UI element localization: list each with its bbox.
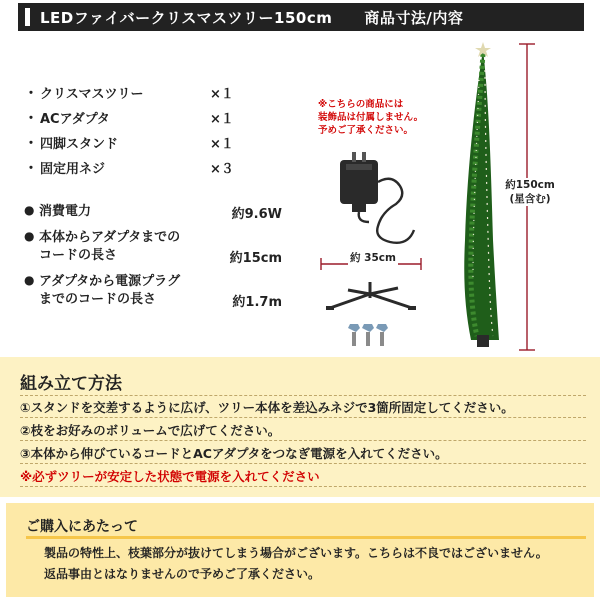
purchase-title: ご購入にあたって xyxy=(26,519,138,535)
assembly-step: ②枝をお好みのボリュームで広げてください。 xyxy=(20,423,281,438)
spec-value: 約9.6W xyxy=(231,207,282,222)
spec-cord-plug xyxy=(24,273,304,309)
item-name: 四脚スタンド xyxy=(40,137,119,152)
spec-label-line2: コードの長さ xyxy=(39,248,118,263)
spec-cord-adapter xyxy=(24,229,304,265)
list-item xyxy=(24,155,254,180)
item-quantity: ×１ xyxy=(210,87,234,102)
list-item xyxy=(24,80,254,105)
divider xyxy=(20,440,586,441)
list-item xyxy=(24,105,254,130)
divider xyxy=(20,463,586,464)
header-marker xyxy=(25,8,30,26)
notice-line: 予めご了承ください。 xyxy=(318,125,414,136)
no-ornaments-notice xyxy=(318,98,423,137)
spec-label: 消費電力 xyxy=(39,204,92,219)
product-title: LEDファイバークリスマスツリー150cm xyxy=(40,8,333,27)
purchase-note-line: 返品事由とはなりませんので予めご了承ください。 xyxy=(44,567,321,581)
bullet-dot: ● xyxy=(24,273,35,287)
spec-value: 約1.7m xyxy=(232,295,282,310)
item-name: 固定用ネジ xyxy=(40,162,106,177)
item-name: クリスマスツリー xyxy=(40,87,144,102)
spec-label-line1: 本体からアダプタまでの xyxy=(39,230,181,245)
spec-label-line1: アダプタから電源プラグ xyxy=(39,274,181,289)
assembly-step: ③本体から伸びているコードとACアダプタをつなぎ電源を入れてください。 xyxy=(20,446,448,461)
tree-height-label xyxy=(500,178,560,206)
item-name: ACアダプタ xyxy=(40,112,110,127)
spec-power xyxy=(24,203,304,221)
assembly-section xyxy=(0,357,600,497)
list-item xyxy=(24,130,254,155)
assembly-title: 組み立て方法 xyxy=(20,374,122,394)
bullet: ・ xyxy=(24,110,38,127)
tree-height-value: 約150cm xyxy=(505,179,555,191)
screws-icon xyxy=(348,324,388,346)
item-quantity: ×１ xyxy=(210,112,234,127)
bullet: ・ xyxy=(24,85,38,102)
purchase-title-underline xyxy=(26,536,586,539)
four-leg-stand-icon xyxy=(326,282,416,310)
bullet-dot: ● xyxy=(24,229,35,243)
contents-list xyxy=(24,80,254,180)
bullet: ・ xyxy=(24,135,38,152)
section-title: 商品寸法/内容 xyxy=(364,8,464,27)
bullet: ・ xyxy=(24,160,38,177)
header-bar xyxy=(18,3,584,31)
spec-value: 約15cm xyxy=(229,251,282,266)
notice-line: 装飾品は付属しません。 xyxy=(318,112,424,123)
notice-line: ※こちらの商品には xyxy=(318,99,404,110)
divider xyxy=(20,417,586,418)
purchase-notes-section xyxy=(6,503,594,597)
item-quantity: ×３ xyxy=(210,162,234,177)
specs-list xyxy=(24,203,304,317)
divider xyxy=(20,486,586,487)
spec-label-line2: までのコードの長さ xyxy=(39,292,157,307)
stand-width-label: 約 35cm xyxy=(350,252,396,264)
item-quantity: ×１ xyxy=(210,137,234,152)
tree-height-note: (星含む) xyxy=(509,193,551,205)
ac-adapter-icon xyxy=(340,152,414,243)
assembly-step: ①スタンドを交差するように広げ、ツリー本体を差込みネジで3箇所固定してください。 xyxy=(20,400,514,415)
assembly-warning: ※必ずツリーが安定した状態で電源を入れてください xyxy=(20,469,320,484)
divider xyxy=(20,395,586,396)
fiber-tree-icon xyxy=(464,42,499,347)
bullet-dot: ● xyxy=(24,203,35,217)
purchase-note-line: 製品の特性上、枝葉部分が抜けてしまう場合がございます。こちらは不良ではございません。 xyxy=(44,546,548,560)
